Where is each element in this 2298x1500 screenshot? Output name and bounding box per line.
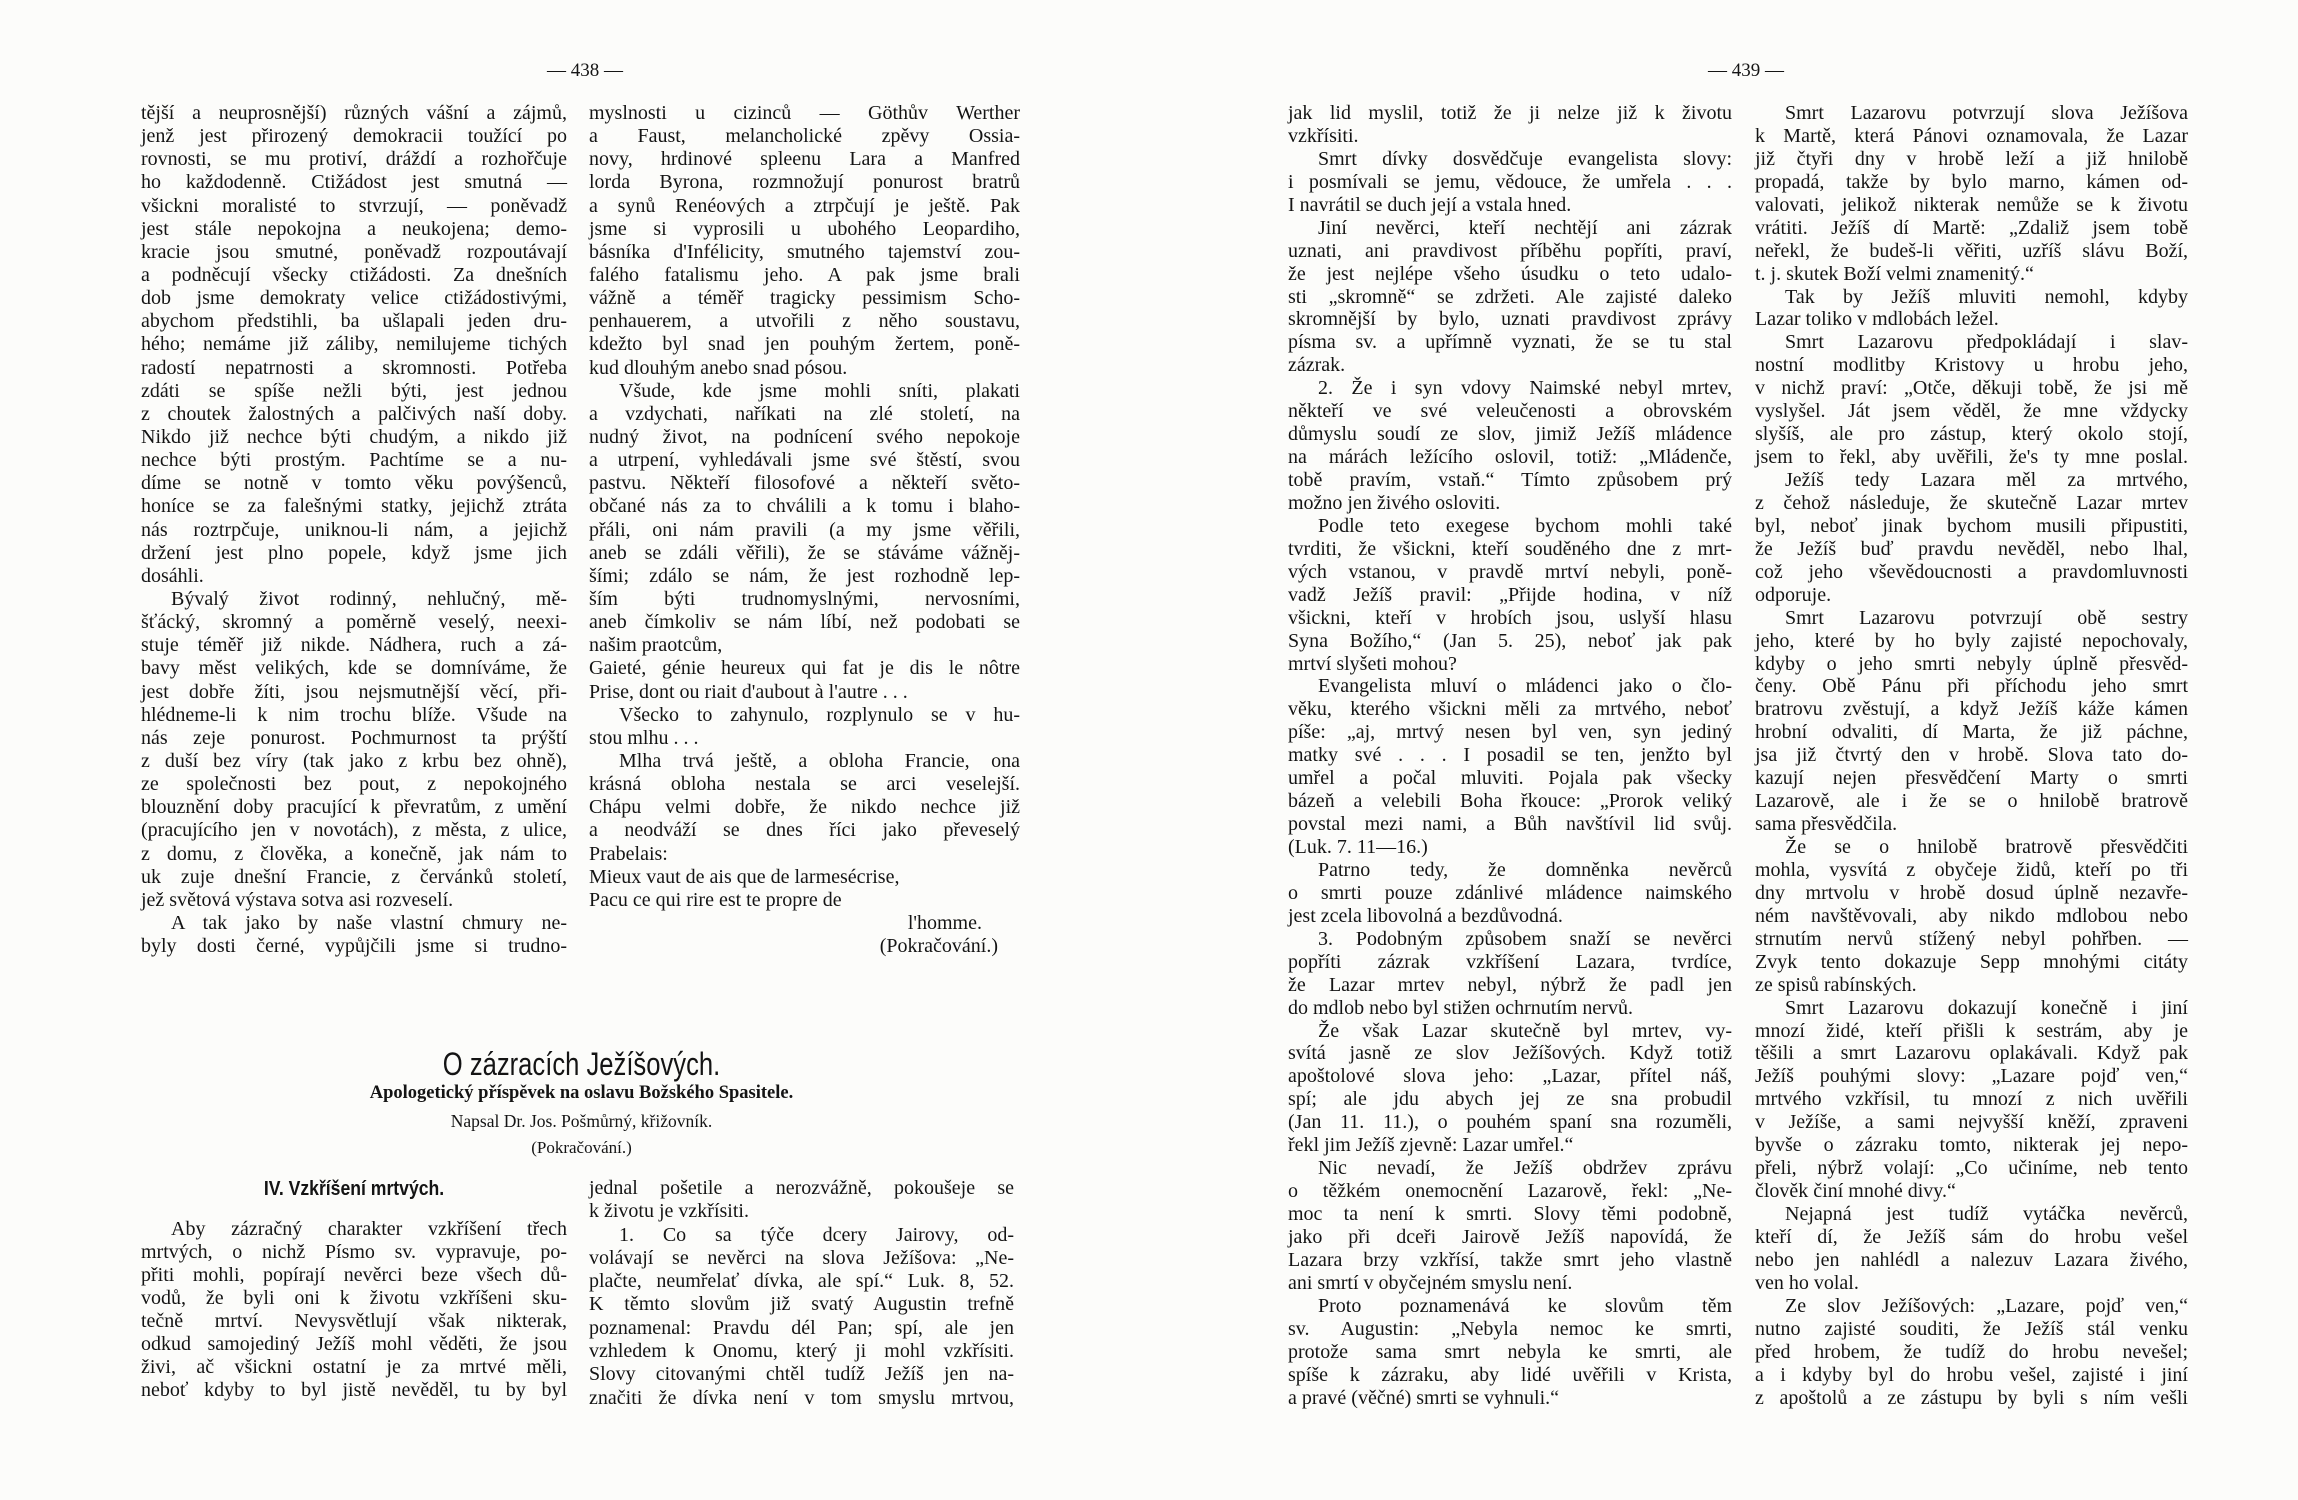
text-line: jsme si vyprosili u ubohého Leopardiho, bbox=[589, 217, 1020, 240]
text-line: tvrditi, že všickni, kteří souděného dne z mrt- bbox=[1288, 537, 1732, 560]
text-line: ze spisů rabínských. bbox=[1755, 973, 1917, 996]
text-line: čeny. Obě Pánu při příchodu jeho smrt bbox=[1755, 675, 2188, 698]
text-line: stou mlhu . . . bbox=[589, 726, 699, 749]
text-line: nás roztrpčuje, uniknou-li nám, a jejichž bbox=[141, 518, 567, 541]
text-line: nostní modlitby Kristovy u hrobu jeho, bbox=[1755, 354, 2188, 377]
text-line: kteří dí, že Ježíš sám do hrobu vešel bbox=[1755, 1225, 2188, 1248]
text-line: myslnosti u cizinců — Göthův Werther bbox=[589, 102, 1020, 124]
text-line: radostí nepatrnosti a skromnosti. Potřeba bbox=[141, 356, 567, 379]
text-line: Že však Lazar skutečně byl mrtev, vy- bbox=[1318, 1019, 1732, 1042]
column-438-lower-right bbox=[589, 1177, 1014, 1410]
text-line: (Luk. 7. 11—16.) bbox=[1288, 836, 1428, 858]
text-line: novy, hrdinové spleenu Lara a Manfred bbox=[589, 148, 1020, 171]
text-line: o těžkém onemocnění Lazarově, řekl: „Ne- bbox=[1288, 1180, 1732, 1203]
text-line: šími; zdálo se nám, že jest rozhodně lep- bbox=[589, 564, 1020, 587]
text-line: dob jsme demokraty velice ctižádostivými, bbox=[141, 287, 567, 310]
text-line: A tak jako by naše vlastní chmury ne- bbox=[171, 911, 567, 934]
text-line: z domu, z člověka, a konečně, jak nám to bbox=[141, 842, 567, 865]
text-line: jest stále nepokojna a neukojena; demo- bbox=[141, 217, 567, 240]
text-line: k Martě, která Pánovi oznamovala, že Lazar bbox=[1755, 124, 2188, 147]
text-line: falého fatalismu jeho. A pak jsme brali bbox=[589, 263, 1020, 286]
text-line: Syna Božího,“ (Jan 5. 25), neboť jak pak bbox=[1288, 629, 1732, 652]
article-author: Napsal Dr. Jos. Pošmůrný, křižovník. bbox=[450, 1111, 713, 1131]
text-line: ze společnosti bez pout, z nepokojného bbox=[141, 773, 567, 796]
text-line: Ježíš pouhými slovy: „Lazare pojď ven,“ bbox=[1755, 1065, 2188, 1088]
text-line: píše: „aj, mrtvý nesen byl ven, syn jediný bbox=[1288, 721, 1732, 744]
text-line: Nic nevadí, že Ježíš obdržev zprávu bbox=[1318, 1157, 1732, 1180]
text-line: z choutek žalostných a palčivých naší doby. bbox=[141, 402, 567, 425]
text-line: zázrak. bbox=[1288, 354, 1346, 377]
text-line: honíce se za falešnými statky, jejichž ztráta bbox=[141, 495, 567, 518]
text-line: a i kdyby byl do hrobu vešel, zajisté i jiní bbox=[1755, 1363, 2188, 1386]
text-line: Mlha trvá ještě, a obloha Francie, ona bbox=[619, 749, 1020, 772]
text-line: volávají se nevěrci na slova Ježíšova: „Ne- bbox=[589, 1246, 1014, 1269]
column-438-lower-left bbox=[141, 1218, 567, 1402]
text-line: tobě pravím, vstaň.“ Tímto způsobem prý bbox=[1288, 469, 1732, 491]
text-line: Smrt Lazarovu potvrzují obě sestry bbox=[1785, 606, 2188, 629]
text-line: spí; ale jdu abych jej ze sna probudil bbox=[1288, 1088, 1732, 1111]
text-line: mrtvých, o nichž Písmo sv. vypravuje, po- bbox=[141, 1241, 567, 1263]
text-line: kdežto byl snad jen pouhým žertem, poně- bbox=[589, 333, 1020, 356]
text-line: vyslyšel. Ját jsem věděl, že mne vždycky bbox=[1755, 400, 2188, 423]
text-line: a neodváží se dnes říci jako převeselý bbox=[589, 819, 1020, 842]
column-439-left bbox=[1288, 102, 1732, 1409]
text-line: Evangelista mluví o mládenci jako o člo- bbox=[1318, 675, 1732, 698]
text-line: valovati, jelikož nikterak nemůže se k životu bbox=[1755, 193, 2188, 216]
text-line: umřel a počal mluviti. Pojala pak všecky bbox=[1288, 767, 1732, 790]
text-line: dosáhli. bbox=[141, 564, 204, 587]
text-line: jednal pošetile a nerozvážně, pokoušeje se bbox=[589, 1177, 1014, 1199]
text-line: ším býti trudnomyslnými, nervosními, bbox=[589, 587, 1020, 610]
text-line: a vzdychati, naříkati na zlé století, na bbox=[589, 402, 1020, 425]
text-line: Jiní nevěrci, kteří nechtějí ani zázrak bbox=[1318, 216, 1732, 239]
text-line: bavy měst velikých, kde se domníváme, že bbox=[141, 657, 567, 680]
text-line: vzhledem k Onomu, který ji mohl vzkřísiti. bbox=[589, 1340, 1014, 1363]
text-line: t. j. skutek Boží velmi znamenitý.“ bbox=[1755, 262, 2034, 285]
text-line: jest zcela libovolná a bezdůvodná. bbox=[1288, 904, 1563, 927]
text-line: kud dlouhým anebo snad pósou. bbox=[589, 356, 848, 379]
text-line: poznamenal: Pravdu dél Pan; spí, ale jen bbox=[589, 1316, 1014, 1339]
text-line: ani smrtí v obyčejném smyslu není. bbox=[1288, 1271, 1573, 1294]
text-line: krásná obloha nestala se arci veselejší. bbox=[589, 773, 1020, 796]
text-line: vrátiti. Ježíš dí Martě: „Zdaliž jsem tobě bbox=[1755, 216, 2188, 239]
text-line: stuje téměř již nikde. Nádhera, ruch a zá- bbox=[141, 634, 567, 657]
text-line: důmyslu soudí ze slov, jimiž Ježíš mládence bbox=[1288, 423, 1732, 446]
text-line: o smrti pouze zdánlivé mládence naimského bbox=[1288, 881, 1732, 904]
text-line: Mieux vaut de ais que de larmesécrise, bbox=[589, 865, 900, 888]
text-line: tější a neuprosnější) různých vášní a zájmů, bbox=[141, 102, 567, 124]
text-line: někteří ve své veleučenosti a obrovském bbox=[1288, 400, 1732, 423]
text-line: do mdlob nebo byl stižen ochrnutím nervů. bbox=[1288, 996, 1633, 1019]
text-line: a utrpení, vyhledávali jsme své štěstí, svou bbox=[589, 449, 1020, 472]
text-line: již čtyři dny v hrobě leží a již hnilobě bbox=[1755, 147, 2188, 170]
text-line: ven ho volal. bbox=[1755, 1271, 1859, 1294]
text-line: byvše o zázraku tomto, nikterak jej nepo- bbox=[1755, 1134, 2188, 1157]
text-line: Nikdo již nechce býti chudým, a nikdo již bbox=[141, 425, 567, 448]
text-line: Smrt dívky dosvědčuje evangelista slovy: bbox=[1318, 147, 1732, 170]
text-line: z apoštolů a ze zástupu by byli s ním vešli bbox=[1755, 1386, 2188, 1409]
text-line: sv. Augustin: „Nebyla nemoc ke smrti, bbox=[1288, 1317, 1732, 1340]
text-line: vých vstanou, v pravdě mrtví nebyli, poně- bbox=[1288, 560, 1732, 583]
column-439-right bbox=[1755, 102, 2188, 1409]
text-line: Všecko to zahynulo, rozplynulo se v hu- bbox=[619, 703, 1020, 726]
text-line: skromnější by bylo, uznati pravdivost zprávy bbox=[1288, 308, 1732, 331]
text-line: uznati, ani pravdivost příběhu popříti, praví, bbox=[1288, 239, 1732, 262]
text-line: strnutím nervů stížený nebyl pohřben. — bbox=[1755, 927, 2188, 950]
text-line: Bývalý život rodinný, nehlučný, mě- bbox=[171, 587, 567, 610]
text-line: značiti že dívka není v tom smyslu mrtvou, bbox=[589, 1386, 1014, 1409]
text-line: člověk činí mnohé divy.“ bbox=[1755, 1180, 1956, 1203]
text-line: hlédneme-li k nim trochu blíže. Všude na bbox=[141, 703, 567, 726]
text-line: vzkřísiti. bbox=[1288, 124, 1359, 147]
text-line: odporuje. bbox=[1755, 583, 1832, 606]
text-line: 1. Co sa týče dcery Jairovy, od- bbox=[619, 1223, 1014, 1246]
text-line: plačte, neumřelať dívka, ale spí.“ Luk. 8, 52. bbox=[589, 1270, 1014, 1293]
text-line: abychom předstihli, ba ušlapali jeden dru- bbox=[141, 310, 567, 333]
text-line: aneb se zdáli věřili), že se stáváme vážněj- bbox=[589, 541, 1020, 564]
text-line: Patrno tedy, že domněnka nevěrců bbox=[1318, 858, 1732, 881]
text-line: kazují nejen přesvědčení Marty o smrti bbox=[1755, 767, 2188, 790]
text-line: mohla, vysvítá z obyčeje židů, kteří po tři bbox=[1755, 858, 2188, 881]
text-line: kdyby o jeho smrti nebyly úplně přesvěd- bbox=[1755, 652, 2188, 675]
article-subtitle: Apologetický příspěvek na oslavu Božského Spasitele. bbox=[369, 1083, 794, 1103]
text-line: nebo jen nahlédl a nalezuv Lazara živého, bbox=[1755, 1248, 2188, 1271]
text-line: Nejapná jest tudíž vytáčka nevěrců, bbox=[1785, 1203, 2188, 1225]
text-line: na márách ležícího oslovil, totiž: „Mládenče, bbox=[1288, 446, 1732, 469]
text-line: z duší bez víry (tak jako z krbu bez ohně), bbox=[141, 749, 567, 772]
text-line: v nichž praví: „Otče, děkuji tobě, že jsi mě bbox=[1755, 377, 2188, 400]
text-line: (Jan 11. 11.), o pouhém spaní sna rozuměli, bbox=[1288, 1111, 1732, 1134]
text-line: což jeho vševědoucnosti a pravdomluvnosti bbox=[1755, 560, 2188, 583]
text-line: Prabelais: bbox=[589, 842, 668, 865]
text-line: z čehož následuje, že skutečně Lazar mrtev bbox=[1755, 491, 2188, 514]
text-line: mrtvého vzkřísil, tu mnozí z nich uvěřili bbox=[1755, 1088, 2188, 1111]
column-438-upper-left bbox=[141, 102, 567, 958]
text-line: Pacu ce qui rire est te propre de bbox=[589, 888, 842, 911]
text-line: Smrt Lazarovu dokazují konečně i jiní bbox=[1785, 996, 2188, 1019]
text-line: vodů, že byli oni k životu vzkříšeni sku- bbox=[141, 1287, 567, 1309]
text-line: ném navštěvovali, aby nikdo mdlobou nebo bbox=[1755, 904, 2188, 927]
text-line: věku, kterého všickni měli za mrtvého, neboť bbox=[1288, 698, 1732, 721]
text-line: lorda Byrona, rozmnožují ponurost bratrů bbox=[589, 171, 1020, 194]
text-line: l'homme. bbox=[907, 911, 982, 934]
text-line: Tak by Ježíš mluviti nemohl, kdyby bbox=[1785, 285, 2188, 308]
text-line: nás zeje ponurost. Pochmurnost ta prýští bbox=[141, 726, 567, 749]
text-line: jež světová výstava sotva asi rozveselí. bbox=[141, 888, 454, 911]
text-line: Aby zázračný charakter vzkříšení třech bbox=[171, 1218, 567, 1240]
text-line: Lazarově, ale i že se o hnilobě bratrově bbox=[1755, 790, 2188, 813]
text-line: Podle teto exegese bychom mohli také bbox=[1318, 514, 1732, 537]
text-line: možno jen živého osloviti. bbox=[1288, 491, 1501, 514]
text-line: (pracujícího jen v novotách), z města, z ulice, bbox=[141, 819, 567, 842]
text-line: jest dobře žíti, jsou nejsmutnější věcí, při- bbox=[141, 680, 567, 703]
text-line: sama přesvědčila. bbox=[1755, 813, 1898, 836]
page-number-438: — 438 — bbox=[547, 60, 623, 81]
text-line: a podněcují všecky ctižádosti. Za dnešních bbox=[141, 263, 567, 286]
text-line: jsem to řekl, aby uvěřili, že's ty mne poslal. bbox=[1755, 446, 2188, 469]
text-line: mnozí židé, kteří přišli k sestrám, aby je bbox=[1755, 1019, 2188, 1042]
text-line: hrobní odvaliti, dí Marta, že již páchne, bbox=[1755, 721, 2188, 744]
text-line: přáli, oni nám pravili (a my jsme věřili, bbox=[589, 518, 1020, 541]
text-line: řekl jim Ježíš zjevně: Lazar umřel.“ bbox=[1288, 1134, 1574, 1157]
text-line: a synů Renéových a ztrpčují je ještě. Pak bbox=[589, 194, 1020, 217]
text-line: básníka d'Infélicity, smutného tajemství zou- bbox=[589, 240, 1020, 263]
text-line: (Pokračování.) bbox=[879, 935, 998, 958]
text-line: Lazar toliko v mdlobách ležel. bbox=[1755, 308, 1999, 331]
text-line: svítá jasně ze slov Ježíšových. Když totiž bbox=[1288, 1042, 1732, 1065]
text-line: matky své . . . I posadil se ten, jenžto byl bbox=[1288, 744, 1732, 767]
text-line: vadž Ježíš pravil: „Přijde hodina, v níž bbox=[1288, 583, 1732, 606]
text-line: apoštolové slova jeho: „Lazar, přítel náš, bbox=[1288, 1065, 1732, 1088]
text-line: ho každodenně. Ctižádost jest smutná — bbox=[141, 171, 567, 194]
text-line: přeli, nýbrž volají: „Co učiníme, neb tento bbox=[1755, 1157, 2188, 1180]
text-line: protože sama smrt nebyla ke smrti, ale bbox=[1288, 1340, 1732, 1363]
text-line: v Ježíše, a sami nejvyšší kněží, zpraveni bbox=[1755, 1111, 2188, 1134]
text-line: a pravé (věčné) smrti se vyhnuli.“ bbox=[1288, 1386, 1560, 1409]
text-line: občané nás za to chválili a k tomu i blaho- bbox=[589, 495, 1020, 518]
text-line: jsa již čtvrtý den v hrobě. Slova tato do- bbox=[1755, 744, 2188, 767]
text-line: sti „skromně“ se zdržeti. Ale zajisté daleko bbox=[1288, 285, 1732, 308]
text-line: Slovy citovanými chtěl tudíž Ježíš jen na- bbox=[589, 1363, 1014, 1386]
text-line: všickni moralisté to stvrzují, — poněvadž bbox=[141, 194, 567, 217]
text-line: Ježíš tedy Lazara měl za mrtvého, bbox=[1785, 469, 2188, 491]
text-line: Ze slov Ježíšových: „Lazare, pojď ven,“ bbox=[1785, 1294, 2188, 1317]
text-line: k životu je vzkřísiti. bbox=[589, 1200, 749, 1223]
text-line: našim praotcům, bbox=[589, 634, 723, 657]
text-line: kracie jsou smutné, poněvadž rozpoutávají bbox=[141, 240, 567, 263]
text-line: Lazara brzy vzkřísí, takže smrt jeho vlastně bbox=[1288, 1248, 1732, 1271]
text-line: neřekl, že budeš-li věřiti, uzříš slávu Boží, bbox=[1755, 239, 2188, 262]
text-line: jako při dceři Jairově Ježíš napovídá, že bbox=[1288, 1225, 1732, 1248]
text-line: živi, ač všickni ostatní je za mrtvé měli, bbox=[141, 1356, 567, 1378]
text-line: propadá, takže by bylo marno, kámen od- bbox=[1755, 170, 2188, 193]
text-line: těšili a smrt Lazarovu oplakávali. Když pak bbox=[1755, 1042, 2188, 1065]
text-line: že jest nejlépe všeho úsudku o teto udalo- bbox=[1288, 262, 1732, 285]
text-line: že Lazar mrtev nebyl, nýbrž že padl jen bbox=[1288, 973, 1732, 996]
text-line: aneb čímkoliv se nám líbí, než podobati se bbox=[589, 611, 1020, 634]
text-line: tečně mrtví. Nevysvětlují však nikterak, bbox=[141, 1310, 567, 1332]
section-heading: IV. Vzkříšení mrtvých. bbox=[263, 1178, 445, 1200]
text-line: moc ta není k smrti. Slovy těmi podobně, bbox=[1288, 1203, 1732, 1225]
text-line: držení jest plno popele, když jsme jich bbox=[141, 541, 567, 564]
text-line: odkud samojediný Ježíš mohl věděti, že jsou bbox=[141, 1333, 567, 1355]
text-line: přiti mohli, popírají nevěrci beze všech dů- bbox=[141, 1264, 567, 1286]
text-line: nudný život, na podnícení svého nepokoje bbox=[589, 425, 1020, 448]
text-line: penhauerem, a utvořili z něho soustavu, bbox=[589, 310, 1020, 333]
text-line: díme se notně v tomto věku povýšenců, bbox=[141, 472, 567, 495]
text-line: Smrt Lazarovu potvrzují slova Ježíšova bbox=[1785, 102, 2188, 124]
text-line: povstal mezi nami, a Bůh navštívil lid svůj. bbox=[1288, 813, 1732, 836]
text-line: mrtví slyšeti mohou? bbox=[1288, 652, 1457, 675]
text-line: šťácký, skromný a poměrně veselý, neexi- bbox=[141, 611, 567, 634]
text-line: jenž jest přirozený demokracii toužící po bbox=[141, 125, 567, 148]
text-line: písma sv. a upřímně vyznati, že se tu stal bbox=[1288, 331, 1732, 354]
text-line: nutno zajisté souditi, že Ježíš stál venku bbox=[1755, 1317, 2188, 1340]
text-line: že Ježíš buď pravdu nevěděl, nebo lhal, bbox=[1755, 537, 2188, 560]
text-line: i posmívali se jemu, vědouce, že umřela . . . bbox=[1288, 170, 1732, 193]
text-line: Proto poznamenává ke slovům těm bbox=[1318, 1294, 1732, 1317]
text-line: rovnosti, se mu protiví, dráždí a rozhořčuje bbox=[141, 148, 567, 171]
text-line: jak lid myslil, totiž že ji nelze již k životu bbox=[1288, 102, 1732, 124]
text-line: Smrt Lazarovu předpokládají i slav- bbox=[1785, 331, 2188, 354]
text-line: neboť kdyby to byl jistě nevěděl, tu by byl bbox=[141, 1379, 567, 1401]
text-line: Všude, kde jsme mohli sníti, plakati bbox=[619, 379, 1020, 402]
text-line: blouznění doby pracující k převratům, z umění bbox=[141, 796, 567, 819]
text-line: jeho, které by ho byly zajisté nepochovaly, bbox=[1755, 629, 2188, 652]
text-line: 3. Podobným způsobem snaží se nevěrci bbox=[1318, 927, 1732, 950]
text-line: všickni, kteří v hrobích jsou, uslyší hlasu bbox=[1288, 606, 1732, 629]
text-line: bázeň a velebili Boha řkouce: „Prorok veliký bbox=[1288, 790, 1732, 813]
text-line: Prise, dont ou riait d'aubout à l'autre . . . bbox=[589, 680, 908, 703]
text-line: hého; nemáme již záliby, nemilujeme tichých bbox=[141, 333, 567, 356]
text-line: spíše k zázraku, aby lidé uvěřili v Krista, bbox=[1288, 1363, 1732, 1386]
text-line: bratrovu zvěstují, a když Ježíš káže kámen bbox=[1755, 698, 2188, 721]
text-line: byly dosti černé, vypůjčili jsme si trudno- bbox=[141, 935, 567, 958]
text-line: popříti zázrak vzkříšení Lazara, tvrdíce, bbox=[1288, 950, 1732, 973]
text-line: slyšíš, ale pro zástup, který okolo stojí, bbox=[1755, 423, 2188, 446]
text-line: a Faust, melancholické zpěvy Ossia- bbox=[589, 125, 1020, 148]
column-438-upper-right bbox=[589, 102, 1020, 958]
article-title: O zázracích Ježíšových. bbox=[442, 1046, 721, 1082]
text-line: Že se o hnilobě bratrově přesvědčiti bbox=[1785, 836, 2188, 858]
text-line: dny mrtvolu v hrobě dosud úplně nezavře- bbox=[1755, 881, 2188, 904]
text-line: byl, neboť jinak bychom musili připustiti, bbox=[1755, 514, 2188, 537]
page-number-439: — 439 — bbox=[1708, 60, 1784, 81]
text-line: Gaieté, génie heureux qui fat je dis le nôtre bbox=[589, 657, 1020, 680]
text-line: zdáti se spíše nežli býti, jest jednou bbox=[141, 379, 567, 402]
text-line: 2. Že i syn vdovy Naimské nebyl mrtev, bbox=[1318, 377, 1732, 400]
text-line: Chápu velmi dobře, že nikdo nechce již bbox=[589, 796, 1020, 819]
text-line: uk zuje dnešní Francie, z červánků století, bbox=[141, 865, 567, 888]
text-line: před hrobem, že tudíž do hrobu nevešel; bbox=[1755, 1340, 2188, 1363]
text-line: nechce býti prostým. Pachtíme se a nu- bbox=[141, 449, 567, 472]
text-line: I navrátil se duch její a vstala hned. bbox=[1288, 193, 1572, 216]
article-continued-note: (Pokračování.) bbox=[531, 1138, 632, 1157]
text-line: pastvu. Někteří filosofové a někteří světo- bbox=[589, 472, 1020, 495]
text-line: vážně a téměř tragicky pessimism Scho- bbox=[589, 287, 1020, 310]
text-line: K těmto slovům již svatý Augustin trefně bbox=[589, 1293, 1014, 1316]
text-line: Zvyk tento dokazuje Sepp mnohými citáty bbox=[1755, 950, 2188, 973]
